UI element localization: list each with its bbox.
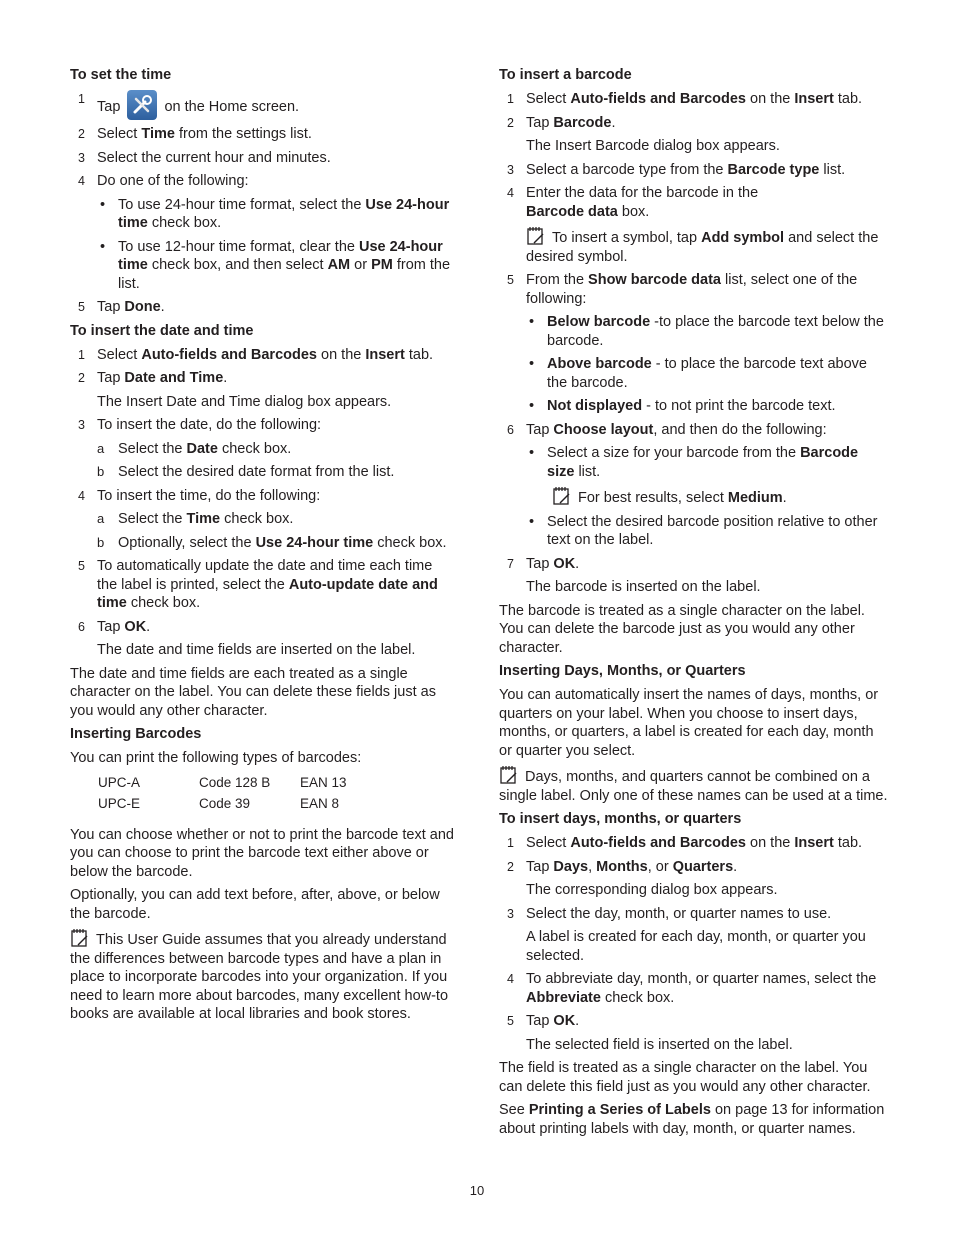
step-text: Tap bbox=[97, 618, 125, 635]
bullet-marker: • bbox=[529, 445, 535, 461]
step-text-bold: Quarters bbox=[672, 858, 734, 875]
step-text: To abbreviate day, month, or quarter names, select the bbox=[526, 971, 877, 987]
step-text: . bbox=[575, 555, 580, 572]
paragraph-text: on page 13 for information about printing labels with day, month, or quarter names. bbox=[499, 1102, 885, 1137]
step-text: Tap bbox=[97, 370, 125, 386]
substep-text: check box. bbox=[217, 440, 292, 457]
page-number: 10 bbox=[469, 1183, 485, 1198]
paragraph: The date and time fields are each treated as a single character on the label. You can delete these fields just as you would any other character. bbox=[70, 665, 436, 719]
step-text: on the bbox=[745, 91, 795, 107]
paragraph: The field is treated as a single character on the label. You can delete this field just as you would any other character. bbox=[499, 1060, 871, 1095]
step-text: , and then do the following: bbox=[653, 421, 827, 438]
step-text-bold: Show barcode data bbox=[588, 272, 721, 288]
bullet-text-bold: AM bbox=[327, 257, 351, 273]
step-text: To automatically update the date and time each time the label is printed, select the bbox=[97, 558, 433, 593]
substep-letter: a bbox=[97, 511, 105, 526]
table-row bbox=[98, 794, 401, 816]
section-title-date-time: To insert the date and time bbox=[70, 322, 254, 339]
step-number: 2 bbox=[78, 371, 85, 385]
note-text: For best results, select bbox=[578, 490, 728, 506]
substep bbox=[97, 440, 455, 459]
section-title-insert-barcode: To insert a barcode bbox=[499, 67, 632, 83]
step-number: 1 bbox=[78, 92, 85, 106]
bullet-text-bold: Use 24-hour time bbox=[118, 196, 450, 231]
step-number: 1 bbox=[507, 92, 514, 106]
bullet-marker: • bbox=[529, 314, 535, 330]
step-text-bold: Date and Time bbox=[124, 370, 224, 386]
paragraph: You can choose whether or not to print the barcode text and you can choose to print the barcode text either above or below the barcode. bbox=[70, 826, 454, 880]
step bbox=[70, 172, 455, 191]
right-column bbox=[499, 62, 889, 1143]
step-text: . bbox=[575, 1013, 580, 1029]
bullet-text: Select the desired barcode position relative to other text on the label. bbox=[547, 513, 878, 548]
step-text-bold: Insert bbox=[794, 835, 834, 851]
step-text: on the bbox=[316, 346, 366, 363]
step bbox=[499, 834, 889, 853]
substep-letter: b bbox=[97, 534, 105, 550]
bullet-text: from the list. bbox=[118, 257, 451, 292]
step-text: Select bbox=[97, 346, 142, 363]
substep-text: Select the bbox=[118, 440, 187, 457]
note bbox=[552, 486, 889, 508]
note bbox=[70, 928, 455, 1024]
table-cell: UPC-E bbox=[98, 796, 141, 811]
section-title-set-time: To set the time bbox=[70, 67, 172, 83]
step bbox=[70, 125, 455, 144]
step-number: 6 bbox=[78, 619, 85, 634]
substep-text: check box. bbox=[220, 511, 294, 527]
substep-text: check box. bbox=[373, 534, 447, 551]
step-text: Tap bbox=[526, 421, 554, 438]
step-text-bold: Auto-update date and time bbox=[97, 576, 438, 611]
bullet-item bbox=[526, 355, 889, 392]
bullet-text-bold: Below barcode bbox=[547, 314, 651, 330]
step-text: Tap bbox=[97, 299, 125, 315]
note-icon bbox=[552, 486, 572, 506]
substep-text: Optionally, select the bbox=[118, 534, 256, 551]
bullet-text: check box, and then select bbox=[147, 257, 328, 273]
step-text: on the bbox=[745, 835, 795, 851]
step-text: Select bbox=[97, 126, 142, 142]
substep-text-bold: Time bbox=[186, 511, 221, 527]
substep bbox=[97, 534, 455, 553]
barcode-types-table bbox=[98, 773, 401, 816]
step-text: on the Home screen. bbox=[164, 99, 300, 115]
step-text: Select the day, month, or quarter names to use. bbox=[526, 905, 832, 922]
step bbox=[70, 369, 455, 388]
step-number: 5 bbox=[507, 273, 514, 287]
bullet-text-bold: Above barcode bbox=[547, 356, 652, 372]
step bbox=[499, 271, 889, 308]
step-text: To insert the time, do the following: bbox=[97, 487, 321, 504]
bullet-text: or bbox=[350, 257, 372, 273]
substep bbox=[97, 510, 455, 529]
table-cell: Code 128 B bbox=[199, 774, 271, 790]
step-text-bold: OK bbox=[553, 1013, 576, 1029]
step-text-bold: Insert bbox=[365, 346, 405, 363]
bullet-text-bold: PM bbox=[371, 257, 393, 273]
paragraph: Optionally, you can add text before, after, above, or below the barcode. bbox=[70, 887, 440, 922]
step bbox=[70, 487, 455, 506]
step-text-bold: OK bbox=[124, 618, 147, 635]
step-text: Do one of the following: bbox=[97, 173, 249, 189]
table-cell: UPC-A bbox=[98, 774, 141, 790]
step-number: 3 bbox=[507, 906, 514, 921]
step bbox=[499, 970, 889, 1007]
step-text: From the bbox=[526, 272, 589, 288]
step-text-bold: Days bbox=[553, 858, 589, 875]
step-text: Tap bbox=[97, 99, 121, 115]
step-text: list, select one of the following: bbox=[526, 272, 858, 307]
step-number: 4 bbox=[507, 972, 514, 986]
step bbox=[499, 905, 889, 924]
bullet-text: - to not print the barcode text. bbox=[642, 398, 836, 414]
step-result: The corresponding dialog box appears. bbox=[526, 882, 778, 898]
step-result: The barcode is inserted on the label. bbox=[526, 579, 761, 595]
step-text: Select bbox=[526, 835, 571, 851]
bullet-text: check box. bbox=[147, 215, 222, 231]
step-text: . bbox=[223, 370, 228, 386]
step-number: 2 bbox=[507, 115, 514, 130]
table-cell: EAN 13 bbox=[300, 774, 347, 790]
step-number: 5 bbox=[78, 300, 85, 314]
step-text: tab. bbox=[404, 346, 434, 363]
step-text: , bbox=[588, 858, 597, 875]
bullet-item bbox=[526, 513, 889, 550]
paragraph-text: See bbox=[499, 1102, 529, 1118]
step-result: A label is created for each day, month, or quarter you selected. bbox=[526, 929, 866, 964]
step-text: check box. bbox=[600, 989, 675, 1006]
step-text: Tap bbox=[526, 114, 554, 131]
step bbox=[499, 1012, 889, 1031]
step-text-bold: Abbreviate bbox=[526, 989, 601, 1006]
step-text: check box. bbox=[126, 595, 201, 611]
table-row bbox=[98, 773, 401, 795]
settings-tools-icon bbox=[127, 90, 157, 120]
table-cell: Code 39 bbox=[199, 796, 251, 811]
step-text: , or bbox=[647, 858, 673, 875]
cross-reference: Printing a Series of Labels bbox=[528, 1102, 711, 1118]
step-text-bold: Done bbox=[124, 299, 161, 315]
step-text-bold: Time bbox=[141, 126, 175, 142]
step bbox=[70, 149, 455, 168]
step-result: The selected field is inserted on the label. bbox=[526, 1036, 793, 1053]
step-number: 1 bbox=[78, 347, 85, 362]
bullet-item bbox=[97, 238, 455, 294]
note-icon bbox=[70, 928, 90, 948]
bullet-text-bold: Not displayed bbox=[547, 398, 643, 414]
step-number: 2 bbox=[507, 859, 514, 874]
step-number: 4 bbox=[507, 186, 514, 200]
note-text: . bbox=[782, 490, 787, 506]
section-title-insert-days: To insert days, months, or quarters bbox=[499, 811, 742, 827]
step-text-bold: Auto-fields and Barcodes bbox=[570, 91, 746, 107]
note-icon bbox=[526, 226, 546, 246]
step-number: 3 bbox=[507, 162, 514, 177]
step-number: 6 bbox=[507, 422, 514, 437]
substep-text: Select the bbox=[118, 511, 187, 527]
bullet-item bbox=[97, 196, 455, 233]
step-number: 5 bbox=[507, 1014, 514, 1028]
step-text-bold: Auto-fields and Barcodes bbox=[141, 346, 317, 363]
bullet-item bbox=[526, 444, 889, 481]
step-text: Select a barcode type from the bbox=[526, 161, 728, 178]
note-text-bold: Add symbol bbox=[701, 230, 785, 246]
bullet-marker: • bbox=[529, 513, 535, 530]
step-text: . bbox=[733, 858, 738, 875]
step-text: . bbox=[160, 299, 165, 315]
step-result: The date and time fields are inserted on the label. bbox=[97, 642, 416, 658]
step-text-bold: Months bbox=[596, 858, 648, 875]
step-text: tab. bbox=[833, 91, 863, 107]
bullet-text: - to place the barcode text above the barcode. bbox=[547, 356, 867, 391]
step-number: 1 bbox=[507, 836, 514, 850]
step-text: Tap bbox=[526, 555, 554, 572]
step bbox=[499, 90, 889, 109]
paragraph: You can automatically insert the names of days, months, or quarters on your label. When you choose to insert days, months, or quarters, a label is created for each day, month or quarter you select. bbox=[499, 687, 879, 759]
bullet-text: list. bbox=[574, 463, 601, 480]
table-cell: EAN 8 bbox=[300, 796, 340, 811]
bullet-text-bold: Barcode size bbox=[547, 445, 859, 480]
step-number: 3 bbox=[78, 418, 85, 432]
bullet-marker: • bbox=[529, 356, 535, 372]
bullet-text-bold: Use 24-hour time bbox=[118, 238, 443, 273]
section-title-days: Inserting Days, Months, or Quarters bbox=[499, 663, 746, 679]
substep-letter: a bbox=[97, 440, 105, 456]
step-number: 7 bbox=[507, 556, 514, 571]
step-text-bold: OK bbox=[553, 555, 576, 572]
step bbox=[499, 421, 889, 440]
note-icon bbox=[499, 765, 519, 785]
step bbox=[499, 555, 889, 574]
step-result: The Insert Barcode dialog box appears. bbox=[526, 138, 780, 154]
note-text-bold: Medium bbox=[727, 490, 783, 506]
substep-text-bold: Use 24-hour time bbox=[255, 534, 374, 551]
step-text-bold: Choose layout bbox=[553, 421, 654, 438]
step-text-bold: Barcode data bbox=[526, 203, 618, 220]
note bbox=[526, 226, 889, 266]
step bbox=[70, 298, 455, 317]
note-text: and select the desired symbol. bbox=[526, 230, 879, 265]
note-text: This User Guide assumes that you already understand the differences between barcode types and have a plan in place to incorporate barcodes into your organization. If you need to learn more about barcodes, many excellent how-to books are available at local libraries and book stores. bbox=[70, 932, 449, 1022]
section-title-barcodes: Inserting Barcodes bbox=[70, 726, 202, 742]
step-text-bold: Barcode bbox=[553, 114, 612, 131]
step-text: box. bbox=[617, 203, 650, 220]
step-text: To insert the date, do the following: bbox=[97, 417, 322, 433]
note bbox=[499, 765, 889, 805]
substep-letter: b bbox=[97, 464, 105, 479]
step-text: . bbox=[146, 618, 151, 635]
bullet-item bbox=[526, 313, 889, 350]
step-text: tab. bbox=[833, 835, 863, 851]
paragraph bbox=[499, 1101, 889, 1138]
bullet-marker: • bbox=[529, 398, 535, 414]
step-text: Enter the data for the barcode in the bbox=[526, 185, 759, 201]
step-number: 5 bbox=[78, 559, 85, 573]
step-text: from the settings list. bbox=[174, 126, 312, 142]
bullet-text: -to place the barcode text below the barcode. bbox=[547, 314, 884, 349]
substep bbox=[97, 463, 455, 482]
step-number: 2 bbox=[78, 127, 85, 141]
bullet-text: To use 24-hour time format, select the bbox=[118, 196, 366, 213]
left-column bbox=[70, 62, 455, 1029]
step-text-bold: Barcode type bbox=[727, 161, 820, 178]
step-result: The Insert Date and Time dialog box appears. bbox=[97, 393, 392, 410]
bullet-text: Select a size for your barcode from the bbox=[547, 445, 801, 461]
bullet-item bbox=[526, 397, 889, 416]
note-text: To insert a symbol, tap bbox=[552, 230, 702, 246]
paragraph: You can print the following types of barcodes: bbox=[70, 750, 362, 766]
bullet-marker: • bbox=[100, 196, 106, 213]
step-text: Tap bbox=[526, 858, 554, 875]
step bbox=[70, 618, 455, 637]
substep-text-bold: Date bbox=[186, 440, 218, 457]
step bbox=[70, 90, 455, 120]
step bbox=[499, 114, 889, 133]
step-number: 4 bbox=[78, 488, 85, 503]
step-text: list. bbox=[819, 161, 846, 178]
step-text-bold: Auto-fields and Barcodes bbox=[570, 835, 746, 851]
step-text: Select bbox=[526, 91, 571, 107]
step-text: Tap bbox=[526, 1013, 554, 1029]
step bbox=[499, 161, 889, 180]
step-text-bold: Insert bbox=[794, 91, 834, 107]
paragraph: The barcode is treated as a single character on the label. You can delete the barcode just as you would any other character. bbox=[499, 602, 865, 656]
bullet-text: To use 12-hour time format, clear the bbox=[118, 238, 359, 255]
step-number: 4 bbox=[78, 174, 85, 188]
step bbox=[499, 858, 889, 877]
note-text: Days, months, and quarters cannot be combined on a single label. Only one of these names can be used at a time. bbox=[499, 769, 888, 804]
step-text: Select the current hour and minutes. bbox=[97, 149, 331, 166]
step bbox=[70, 416, 455, 435]
step-number: 3 bbox=[78, 150, 85, 165]
step bbox=[70, 557, 455, 613]
bullet-marker: • bbox=[100, 238, 106, 255]
step bbox=[499, 184, 889, 221]
step-text: . bbox=[611, 114, 616, 131]
step bbox=[70, 346, 455, 365]
substep-text: Select the desired date format from the list. bbox=[118, 464, 395, 480]
